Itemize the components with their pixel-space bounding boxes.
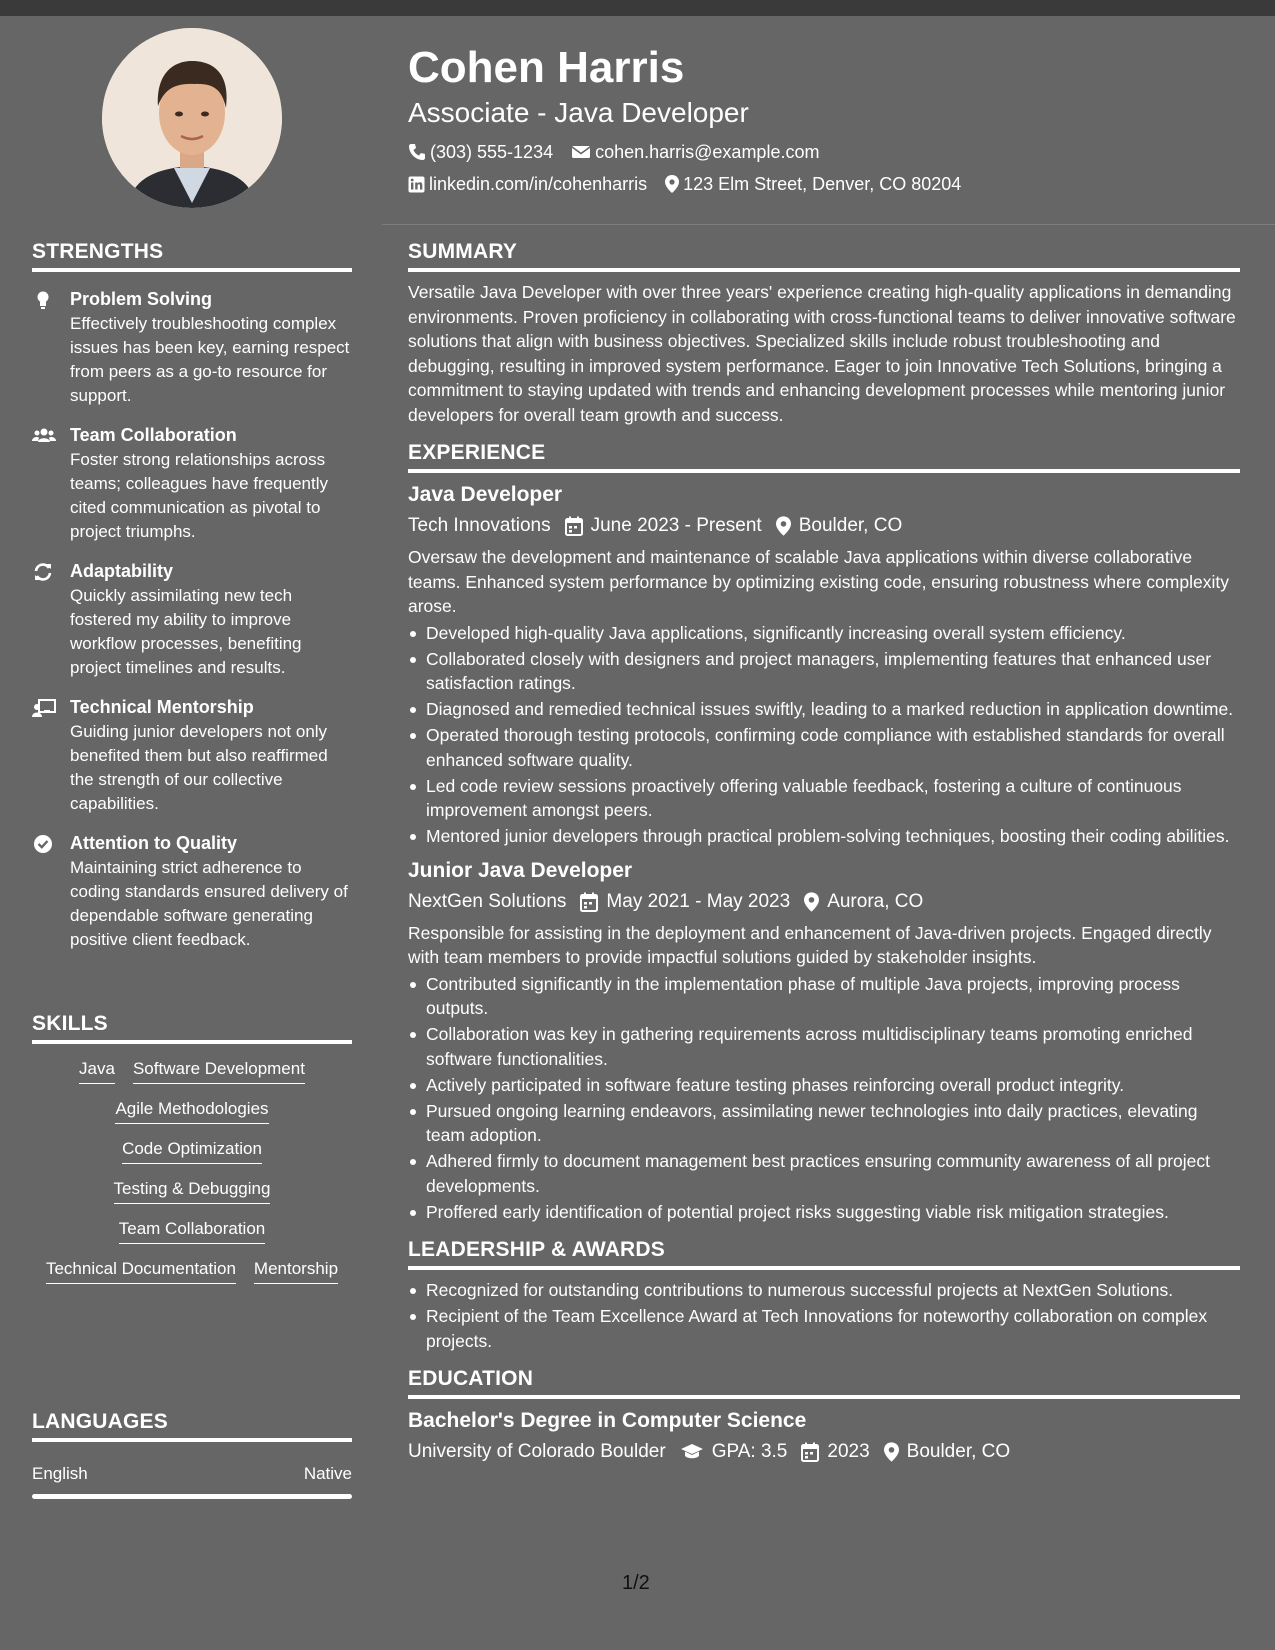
strength-title: Technical Mentorship — [70, 697, 254, 717]
profile-photo — [102, 28, 282, 208]
skills-heading: SKILLS — [32, 1012, 352, 1044]
strength-title: Adaptability — [70, 561, 174, 581]
linkedin-url: linkedin.com/in/cohenharris — [429, 174, 648, 194]
skill-tag: Software Development — [133, 1058, 305, 1084]
map-marker-icon — [804, 892, 819, 912]
bullet-item: Led code review sessions proactively offering valuable feedback, fostering a culture of continuous improvement amongst peers. — [408, 774, 1240, 823]
summary-heading: SUMMARY — [408, 240, 1240, 272]
strength-description: Maintaining strict adherence to coding standards ensured delivery of dependable software generating positive client feedback. — [70, 858, 348, 949]
strength-item — [32, 288, 352, 408]
job-title: Java Developer — [408, 483, 563, 506]
lightbulb-icon — [32, 289, 54, 311]
degree-title: Bachelor's Degree in Computer Science — [408, 1409, 807, 1432]
languages-heading: LANGUAGES — [32, 1410, 352, 1442]
bullet-item: Recipient of the Team Excellence Award at Tech Innovations for noteworthy collaboration on complex projects. — [408, 1304, 1240, 1353]
bullet-item: Developed high-quality Java applications, significantly increasing overall system efficiency. — [408, 621, 1240, 646]
job-dates — [565, 511, 762, 541]
experience-heading: EXPERIENCE — [408, 441, 1240, 473]
leadership-section — [408, 1238, 1240, 1353]
strength-description: Guiding junior developers not only benefited them but also reaffirmed the strength of our collective capabilities. — [70, 722, 328, 813]
calendar-icon — [801, 1442, 819, 1462]
language-proficiency-bar — [32, 1494, 352, 1499]
skill-tag: Mentorship — [254, 1258, 338, 1284]
date-range: June 2023 - Present — [590, 515, 762, 536]
contact-row — [408, 140, 1238, 164]
experience-section — [408, 441, 1240, 1224]
leadership-list — [408, 1278, 1240, 1353]
chalkboard-teacher-icon — [32, 697, 54, 719]
skill-tag: Testing & Debugging — [114, 1178, 271, 1204]
strengths-section — [32, 240, 352, 952]
strength-item — [32, 424, 352, 544]
address-item — [665, 172, 961, 196]
education-section — [408, 1367, 1240, 1467]
job-meta — [408, 887, 1240, 917]
header-divider — [382, 224, 1275, 225]
education-year — [801, 1437, 869, 1467]
job-location — [776, 511, 903, 541]
bullet-item: Collaboration was key in gathering requirements across multidisciplinary teams promoting enriched software functionalities. — [408, 1022, 1240, 1071]
skill-tag: Code Optimization — [122, 1138, 262, 1164]
bullet-item: Proffered early identification of potential project risks suggesting viable risk mitigation strategies. — [408, 1200, 1240, 1225]
calendar-icon — [565, 516, 583, 536]
email-address: cohen.harris@example.com — [595, 142, 820, 162]
skills-section — [32, 1012, 352, 1284]
bullet-item: Actively participated in software feature testing phases reinforcing overall product integrity. — [408, 1073, 1240, 1098]
strength-item — [32, 832, 352, 952]
phone-icon — [408, 143, 426, 161]
job-title: Junior Java Developer — [408, 858, 633, 882]
strength-title: Team Collaboration — [70, 425, 237, 445]
top-bar — [0, 0, 1275, 16]
graduation-cap-icon — [680, 1443, 704, 1461]
bullet-item: Pursued ongoing learning endeavors, assimilating newer technologies into daily practices, elevating team adoption. — [408, 1099, 1240, 1148]
gpa-text: GPA: 3.5 — [711, 1441, 788, 1462]
location-text: Aurora, CO — [827, 890, 924, 912]
education-location — [884, 1437, 1011, 1467]
envelope-icon — [571, 144, 591, 160]
strength-title: Problem Solving — [70, 289, 213, 309]
year-text: 2023 — [827, 1441, 870, 1462]
bullet-item: Adhered firmly to document management best practices ensuring community awareness of all project developments. — [408, 1149, 1240, 1198]
job-bullets — [408, 621, 1240, 849]
languages-section — [32, 1410, 352, 1499]
job-entry — [408, 481, 1240, 849]
phone-number: (303) 555-1234 — [430, 142, 554, 162]
language-row — [32, 1464, 352, 1484]
phone-item — [408, 140, 553, 164]
map-marker-icon — [776, 516, 791, 536]
language-level: Native — [303, 1464, 352, 1483]
sync-icon — [32, 561, 54, 583]
leadership-heading: LEADERSHIP & AWARDS — [408, 1238, 1240, 1270]
linkedin-item[interactable] — [408, 172, 647, 196]
gpa-item — [680, 1437, 788, 1467]
location-text: Boulder, CO — [798, 515, 903, 536]
skill-tag: Agile Methodologies — [115, 1098, 268, 1124]
users-icon — [32, 425, 54, 447]
map-marker-icon — [665, 175, 679, 193]
summary-section — [408, 240, 1240, 427]
location-text: Boulder, CO — [906, 1441, 1011, 1462]
address-text: 123 Elm Street, Denver, CO 80204 — [683, 174, 962, 194]
education-meta — [408, 1437, 1240, 1467]
job-description: Responsible for assisting in the deployment and enhancement of Java-driven projects. Engaged directly with team members to provide impactful solutions guided by stakeholder insights. — [408, 922, 1212, 967]
skills-list — [32, 1058, 352, 1284]
company-name: Tech Innovations — [408, 515, 551, 536]
company-name: NextGen Solutions — [408, 890, 567, 912]
resume-header — [408, 40, 1238, 196]
job-bullets — [408, 972, 1240, 1225]
strength-item — [32, 696, 352, 816]
school-name: University of Colorado Boulder — [408, 1441, 666, 1462]
map-marker-icon — [884, 1442, 899, 1462]
strengths-heading: STRENGTHS — [32, 240, 352, 272]
job-meta — [408, 511, 1240, 541]
job-description: Oversaw the development and maintenance of scalable Java applications within diverse collaborative teams. Enhanced system performance by optimizing existing code, ensuring robustness where complexity arose. — [408, 547, 1229, 616]
bullet-item: Mentored junior developers through practical problem-solving techniques, boosting their coding abilities. — [408, 824, 1240, 849]
page-number: 1/2 — [622, 1572, 650, 1594]
language-name: English — [32, 1464, 88, 1483]
job-entry — [408, 857, 1240, 1225]
calendar-icon — [580, 892, 598, 912]
strength-item — [32, 560, 352, 680]
bullet-item: Recognized for outstanding contributions to numerous successful projects at NextGen Solutions. — [408, 1278, 1240, 1303]
contact-row — [408, 172, 1238, 196]
bullet-item: Collaborated closely with designers and project managers, implementing features that enhanced user satisfaction ratings. — [408, 647, 1240, 696]
summary-text: Versatile Java Developer with over three years' experience creating high-quality applications in demanding environments. Proven proficiency in collaborating with cross-functional teams to deliver innovative software solutions that align with business objectives. Specialized skills include robust troubleshooting and debugging, resulting in improved system performance. Eager to join Innovative Tech Solutions, bringing a commitment to staying updated with trends and enhancing development processes while mentoring junior developers for overall team growth and success. — [408, 282, 1236, 425]
date-range: May 2021 - May 2023 — [606, 890, 791, 912]
bullet-item: Diagnosed and remedied technical issues swiftly, leading to a marked reduction in application downtime. — [408, 697, 1240, 722]
strength-description: Effectively troubleshooting complex issues has been key, earning respect from peers as a go-to resource for support. — [70, 314, 350, 405]
main-content — [408, 240, 1240, 1481]
skill-tag: Java — [79, 1058, 115, 1084]
linkedin-icon — [408, 176, 425, 193]
job-location — [804, 887, 923, 917]
bullet-item: Operated thorough testing protocols, confirming code compliance with established standards for overall enhanced software quality. — [408, 723, 1240, 772]
candidate-title: Associate - Java Developer — [408, 97, 749, 128]
bullet-item: Contributed significantly in the implementation phase of multiple Java projects, improving process outputs. — [408, 972, 1240, 1021]
skill-tag: Team Collaboration — [119, 1218, 265, 1244]
check-circle-icon — [32, 833, 54, 855]
job-dates — [580, 887, 790, 917]
skill-tag: Technical Documentation — [46, 1258, 236, 1284]
strength-description: Quickly assimilating new tech fostered my ability to improve workflow processes, benefiting project timelines and results. — [70, 586, 302, 677]
candidate-name: Cohen Harris — [408, 43, 685, 92]
email-item[interactable] — [571, 140, 819, 164]
education-heading: EDUCATION — [408, 1367, 1240, 1399]
strength-title: Attention to Quality — [70, 833, 237, 853]
strength-description: Foster strong relationships across teams; colleagues have frequently cited communication as pivotal to project triumphs. — [70, 450, 328, 541]
